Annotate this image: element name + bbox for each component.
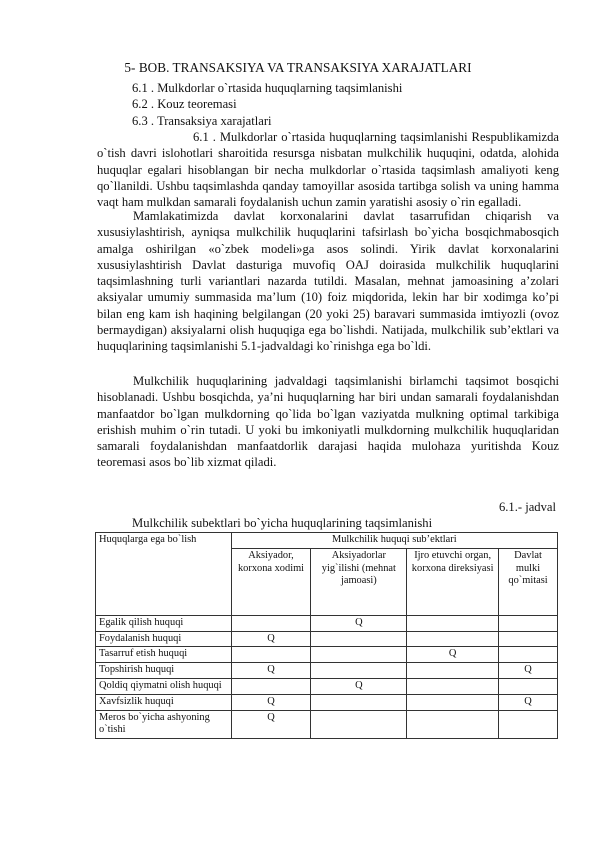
row-label: Tasarruf etish huquqi: [96, 647, 232, 663]
mark-cell: Q: [499, 694, 558, 710]
table-row: [96, 710, 558, 739]
mark-cell: Q: [231, 663, 311, 679]
column-header: Davlat mulki qo`mitasi: [499, 548, 558, 615]
table-row: [96, 631, 558, 647]
mark-cell: [311, 710, 407, 739]
mark-cell: [499, 615, 558, 631]
mark-cell: Q: [231, 631, 311, 647]
mark-cell: Q: [311, 678, 407, 694]
row-label: Xavfsizlik huquqi: [96, 694, 232, 710]
mark-cell: Q: [231, 710, 311, 739]
row-header-cell: Huquqlarga ega bo`lish: [96, 533, 232, 616]
mark-cell: Q: [311, 615, 407, 631]
mark-cell: Q: [407, 647, 499, 663]
row-label: Qoldiq qiymatni olish huquqi: [96, 678, 232, 694]
mark-cell: Q: [231, 694, 311, 710]
group-header-cell: Mulkchilik huquqi sub’ektlari: [231, 533, 557, 549]
table-row: [96, 663, 558, 679]
mark-cell: [311, 647, 407, 663]
row-label: Foydalanish huquqi: [96, 631, 232, 647]
mark-cell: [407, 615, 499, 631]
column-header: Aksiyadorlar yig`ilishi (mehnat jamoasi): [311, 548, 407, 615]
mark-cell: [407, 678, 499, 694]
table-row: [96, 694, 558, 710]
mark-cell: [407, 710, 499, 739]
mark-cell: [231, 678, 311, 694]
column-header: Aksiyador, korxona xodimi: [231, 548, 311, 615]
toc-item: 6.3 . Transaksiya xarajatlari: [132, 113, 272, 128]
table-of-contents: [132, 80, 402, 129]
table-number: 6.1.- jadval: [498, 500, 556, 514]
mark-cell: [407, 631, 499, 647]
paragraph-block: [97, 373, 559, 471]
mark-cell: [499, 678, 558, 694]
chapter-title: 5- BOB. TRANSAKSIYA VA TRANSAKSIYA XARAJATLARI: [124, 60, 472, 75]
table-caption: Mulkchilik subektlari bo`yicha huquqlarining taqsimlanishi: [132, 516, 433, 530]
mark-cell: [231, 615, 311, 631]
table-row: [96, 678, 558, 694]
table-row: [96, 615, 558, 631]
row-label: Egalik qilish huquqi: [96, 615, 232, 631]
mark-cell: [311, 694, 407, 710]
table-header-row: [96, 533, 558, 549]
paragraph: 6.1 . Mulkdorlar o`rtasida huquqlarning taqsimlanishi Respublikamizda o`tish davri islohotlari sharoitida resursga nisbatan mulkchilik huquqini, odatda, alohida huquqlar egalari hisoblangan bir necha mulkdorlar o`rtasida taqsimlash amaliyoti keng qo`llanildi. Ushbu taqsimlashda qanday tamoyillar asosida tartibga solish va uning hamma vaqt ham mulkdan samarali foydalanish uchun zamin yaratishi asosiy o`rin egalladi.: [97, 130, 559, 210]
row-label: Topshirish huquqi: [96, 663, 232, 679]
mark-cell: [231, 647, 311, 663]
toc-item: 6.2 . Kouz teoremasi: [132, 97, 237, 112]
mark-cell: [499, 710, 558, 739]
mark-cell: Q: [499, 663, 558, 679]
paragraph: Mamlakatimizda davlat korxonalarini davlat tasarrufidan chiqarish va xususiylashtirish, ayniqsa mulkchilik huquqlarini tafsirlash bo`yicha bosqichmabosqich amalga oshirilgan «o`zbek modeli»ga asos solindi. Yirik davlat korxonalarini xususiylashtirish Davlat dasturiga muvofiq OAJ doirasida mulkchilik huquqlarini taqsimlashning turli variantlari nazarda tutildi. Masalan, mehnat jamoasining a’zolari aksiyalar umumiy summasida ma’lum (10) foiz miqdorida, lekin har bir xodimga ko’pi bilan eng kam ish haqining belgilangan (20 yoki 25) baravari summasida imtiyozli (ovoz bermaydigan) aksiyalarni olish huquqiga ega bo`lishdi. Natijada, mulkchilik sub’ektlari va huquqlarining taqsimlanishi 5.1-jadvaldagi ko`rinishga ega bo`ldi.: [97, 209, 559, 354]
mark-cell: [499, 631, 558, 647]
mark-cell: [311, 631, 407, 647]
paragraph: Mulkchilik huquqlarining jadvaldagi taqsimlanishi birlamchi taqsimot bosqichi hisoblanadi. Ushbu bosqichda, ya’ni huquqlarning har biri undan samarali foydalanishdan manfaatdor bo`lgan mulkdorning qo`lida bo`lgan vaziyatda mulkning optimal tarkibiga erishish muhim o`rin tutadi. U yoki bu imkoniyatli mulkdorning mulkchilik huquqlaridan samarali foydalanishdan manfaatdorlik darajasi haqida mulohaza yuritishda Kouz teoremasi asos bo`lib xizmat qiladi.: [97, 374, 559, 470]
paragraph-block: [97, 129, 559, 210]
mark-cell: [407, 694, 499, 710]
table-row: [96, 647, 558, 663]
rights-distribution-table: [95, 532, 558, 739]
mark-cell: [311, 663, 407, 679]
mark-cell: [499, 647, 558, 663]
toc-item: 6.1 . Mulkdorlar o`rtasida huquqlarning taqsimlanishi: [132, 81, 403, 95]
paragraph-block: [97, 208, 559, 355]
row-label: Meros bo`yicha ashyoning o`tishi: [96, 710, 232, 739]
column-header: Ijro etuvchi organ, korxona direksiyasi: [407, 548, 499, 615]
table-body: [96, 615, 558, 738]
mark-cell: [407, 663, 499, 679]
